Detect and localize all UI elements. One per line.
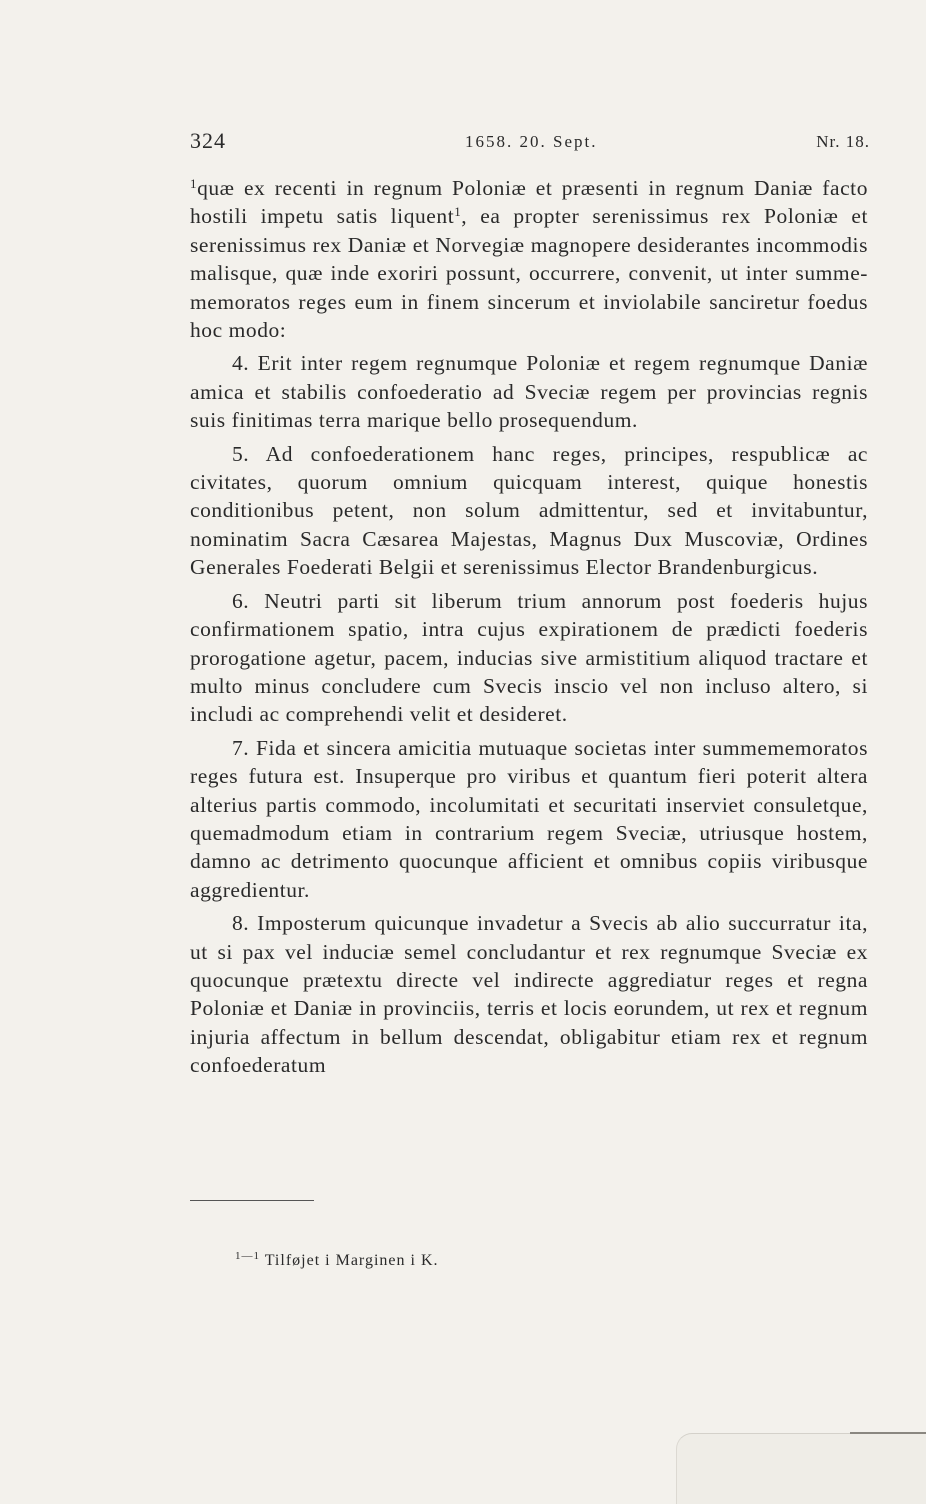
running-header (190, 128, 870, 158)
footnote-divider (190, 1200, 314, 1201)
paragraph-text: , ea propter serenissimus rex Poloniæ et serenissimus rex Daniæ et Norvegiæ magnopere desiderantes incommodis malisque, quæ inde exoriri possunt, occurrere, convenit, ut inter summe-memoratos reges eum in finem sincerum et inviolabile sanciretur foedus hoc modo: (190, 204, 868, 343)
footnote-text: Tilføjet i Marginen i K. (264, 1252, 439, 1269)
header-date: 1658. 20. Sept. (465, 132, 598, 151)
paragraph-continuation (190, 174, 868, 344)
body-text (190, 174, 868, 1080)
note-mark-end: 1 (454, 204, 462, 220)
page-corner-curl (676, 1433, 926, 1504)
article-7: 7. Fida et sincera amicitia mutuaque societas inter summememoratos reges futura est. Insuperque pro viribus et quantum fieri poterit altera alterius partis commodo, incolumitati et securitati inserviet consuletque, quemadmodum etiam in contrarium regem Sveciæ, utriusque hostem, damno ac detrimento quocunque afficient et omnibus copiis viribusque aggredientur. (190, 735, 868, 902)
note-mark-start: 1 (190, 176, 198, 191)
footnote-mark: 1—1 (235, 1250, 260, 1262)
document-number: Nr. 18. (816, 132, 870, 151)
article-6: 6. Neutri parti sit liberum trium annorum post foederis hujus confirmationem spatio, intra cujus expirationem de prædicti foederis prorogatione agetur, pacem, inducias sive armistitium aliquod tractare et multo minus concludere cum Svecis inscio vel non incluso altero, si includi ac comprehendi velit et desideret. (190, 588, 868, 727)
page-number: 324 (190, 128, 226, 153)
footnote (235, 1252, 439, 1270)
article-5: 5. Ad confoederationem hanc reges, principes, respublicæ ac civitates, quorum omnium quicquam interest, quique honestis conditionibus petent, non solum admittentur, sed et invitabuntur, nominatim Sacra Cæsarea Majestas, Magnus Dux Muscoviæ, Ordines Generales Foederati Belgii et serenissimus Elector Brandenburgicus. (190, 441, 868, 580)
paragraph-text: quæ ex recenti in regnum Poloniæ et præsenti in regnum Daniæ facto hostili impetu satis liquent (190, 176, 868, 229)
article-8: 8. Imposterum quicunque invadetur a Svecis ab alio succurratur ita, ut si pax vel induciæ semel concludantur et rex regnumque Sveciæ ex quocunque prætextu directe vel indirecte aggrediatur reges et regna Poloniæ et Daniæ in provinciis, terris et locis eorundem, ut rex et regnum injuria affectum in bellum descendat, obligabitur etiam rex et regnum confoederatum (190, 911, 868, 1078)
article-4: 4. Erit inter regem regnumque Poloniæ et regem regnumque Daniæ amica et stabilis confoederatio ad Sveciæ regem per provincias regnis suis finitimas terra marique bello prosequendum. (190, 351, 868, 433)
page-edge-shadow (850, 1432, 926, 1434)
